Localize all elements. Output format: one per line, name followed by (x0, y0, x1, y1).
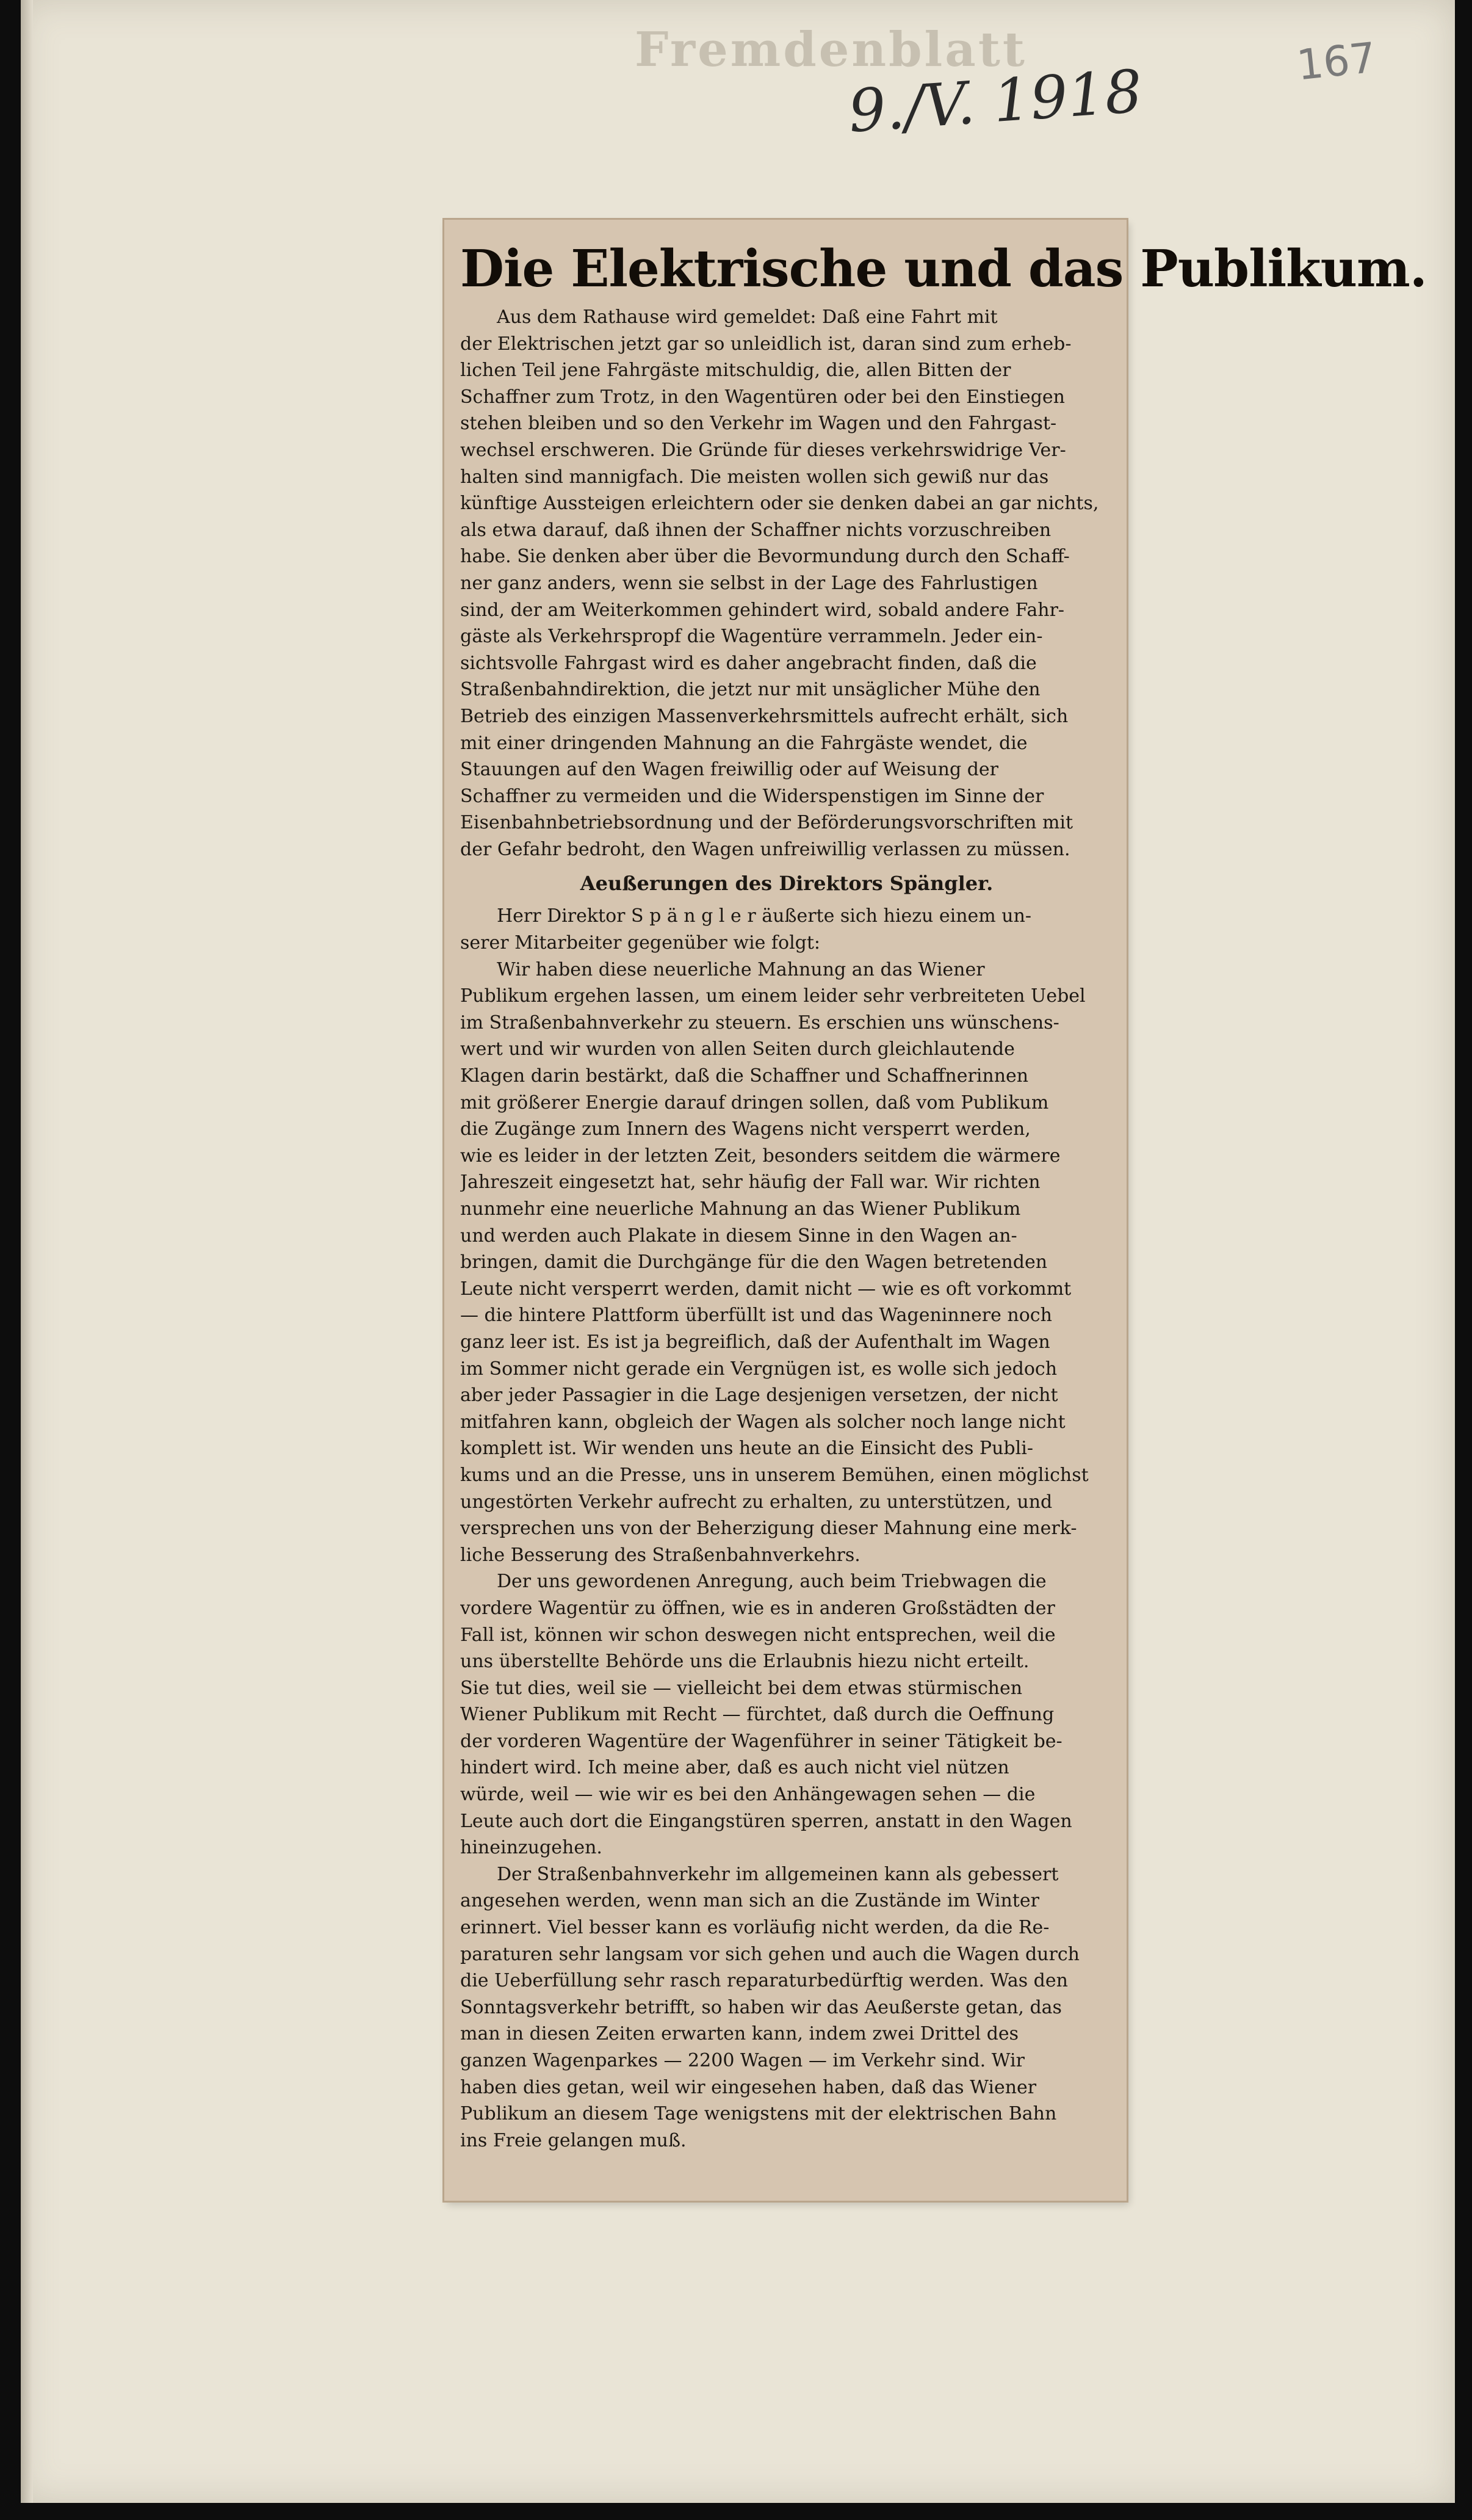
article-line: habe. Sie denken aber über die Bevormundung durch den Schaff- (460, 546, 1070, 568)
article-line: Publikum ergehen lassen, um einem leider sehr verbreiteten Uebel (460, 985, 1086, 1007)
article-line: erinnert. Viel besser kann es vorläufig nicht werden, da die Re- (460, 1917, 1050, 1939)
article-line: würde, weil — wie wir es bei den Anhängewagen sehen — die (460, 1784, 1036, 1806)
article-line: serer Mitarbeiter gegenüber wie folgt: (460, 932, 821, 954)
article-line: ganz leer ist. Es ist ja begreiflich, daß der Aufenthalt im Wagen (460, 1331, 1050, 1353)
article-line: Schaffner zu vermeiden und die Widerspenstigen im Sinne der (460, 785, 1044, 807)
article-line: angesehen werden, wenn man sich an die Zustände im Winter (460, 1890, 1039, 1912)
article-line: bringen, damit die Durchgänge für die den Wagen betretenden (460, 1251, 1048, 1273)
article-line: halten sind mannigfach. Die meisten wollen sich gewiß nur das (460, 466, 1049, 488)
article-subheading: Aeußerungen des Direktors Spängler. (580, 872, 994, 896)
article-line: Betrieb des einzigen Massenverkehrsmittels aufrecht erhält, sich (460, 705, 1069, 727)
article-line: haben dies getan, weil wir eingesehen haben, daß das Wiener (460, 2076, 1037, 2098)
article-line: künftige Aussteigen erleichtern oder sie denken dabei an gar nichts, (460, 493, 1099, 515)
article-line: kums und an die Presse, uns in unserem Bemühen, einen möglichst (460, 1464, 1089, 1486)
article-line: Sie tut dies, weil sie — vielleicht bei dem etwas stürmischen (460, 1677, 1023, 1699)
article-line: ins Freie gelangen muß. (460, 2129, 687, 2151)
article-line: hineinzugehen. (460, 1837, 602, 1859)
handwritten-date: 9./V. 1918 (846, 57, 1145, 146)
article-line: ungestörten Verkehr aufrecht zu erhalten, zu unterstützen, und (460, 1491, 1053, 1513)
article-line: die Ueberfüllung sehr rasch reparaturbedürftig werden. Was den (460, 1970, 1068, 1992)
article-line: Leute nicht versperrt werden, damit nicht — wie es oft vorkommt (460, 1278, 1072, 1300)
article-line: Fall ist, können wir schon deswegen nicht entsprechen, weil die (460, 1624, 1056, 1646)
article-line: wie es leider in der letzten Zeit, besonders seitdem die wärmere (460, 1145, 1061, 1167)
article-intro (460, 304, 1113, 863)
article-line: ganzen Wagenparkes — 2200 Wagen — im Verkehr sind. Wir (460, 2050, 1025, 2071)
article-line: versprechen uns von der Beherzigung dieser Mahnung eine merk- (460, 1518, 1077, 1540)
article-line: Stauungen auf den Wagen freiwillig oder auf Weisung der (460, 759, 999, 781)
article-line: paraturen sehr langsam vor sich gehen und auch die Wagen durch (460, 1943, 1080, 1965)
archive-page-number: 167 (1294, 34, 1379, 90)
article-line: der vorderen Wagentüre der Wagenführer in seiner Tätigkeit be- (460, 1730, 1063, 1752)
article-line: Eisenbahnbetriebsordnung und der Beförderungsvorschriften mit (460, 812, 1073, 834)
article-line: Jahreszeit eingesetzt hat, sehr häufig der Fall war. Wir richten (460, 1171, 1041, 1193)
article-line: die Zugänge zum Innern des Wagens nicht versperrt werden, (460, 1118, 1031, 1140)
article-line: Der Straßenbahnverkehr im allgemeinen kann als gebessert (497, 1863, 1059, 1885)
article-line: mit einer dringenden Mahnung an die Fahrgäste wendet, die (460, 732, 1028, 754)
article-line: Herr Direktor S p ä n g l e r äußerte sich hiezu einem un- (497, 905, 1032, 927)
article-line: Sonntagsverkehr betrifft, so haben wir das Aeußerste getan, das (460, 1996, 1062, 2018)
article-line: hindert wird. Ich meine aber, daß es auch nicht viel nützen (460, 1757, 1009, 1779)
article-line: Publikum an diesem Tage wenigstens mit der elektrischen Bahn (460, 2103, 1057, 2125)
article-line: im Sommer nicht gerade ein Vergnügen ist, es wolle sich jedoch (460, 1358, 1058, 1380)
article-line: komplett ist. Wir wenden uns heute an die Einsicht des Publi- (460, 1438, 1033, 1460)
article-line: uns überstellte Behörde uns die Erlaubnis hiezu nicht erteilt. (460, 1651, 1030, 1673)
article-line: Der uns gewordenen Anregung, auch beim Triebwagen die (497, 1571, 1047, 1593)
article-line: als etwa darauf, daß ihnen der Schaffner nichts vorzuschreiben (460, 519, 1052, 541)
article-line: der Gefahr bedroht, den Wagen unfreiwillig verlassen zu müssen. (460, 838, 1070, 860)
article-line: Klagen darin bestärkt, daß die Schaffner und Schaffnerinnen (460, 1065, 1029, 1087)
article-line: Wiener Publikum mit Recht — fürchtet, daß durch die Oeffnung (460, 1704, 1055, 1726)
article-line: mitfahren kann, obgleich der Wagen als solcher noch lange nicht (460, 1411, 1066, 1433)
article-line: sichtsvolle Fahrgast wird es daher angebracht finden, daß die (460, 652, 1037, 674)
article-line: wert und wir wurden von allen Seiten durch gleichlautende (460, 1038, 1015, 1060)
article-line: lichen Teil jene Fahrgäste mitschuldig, die, allen Bitten der (460, 360, 1011, 382)
article-line: der Elektrischen jetzt gar so unleidlich ist, daran sind zum erheb- (460, 333, 1072, 355)
newspaper-name-stamp: Fremdenblatt (635, 22, 1027, 78)
article-line: aber jeder Passagier in die Lage desjenigen versetzen, der nicht (460, 1385, 1058, 1407)
article-line: gäste als Verkehrspropf die Wagentüre verrammeln. Jeder ein- (460, 626, 1043, 648)
article-line: wechsel erschweren. Die Gründe für dieses verkehrswidrige Ver- (460, 439, 1066, 461)
article-line: ner ganz anders, wenn sie selbst in der Lage des Fahrlustigen (460, 572, 1038, 594)
article-interview (460, 903, 1113, 2154)
article-line: — die hintere Plattform überfüllt ist und das Wageninnere noch (460, 1305, 1052, 1327)
article-line: Straßenbahndirektion, die jetzt nur mit unsäglicher Mühe den (460, 679, 1041, 701)
binding-edge (21, 0, 33, 2503)
article-line: vordere Wagentür zu öffnen, wie es in anderen Großstädten der (460, 1597, 1055, 1619)
article-headline: Die Elektrische und das Publikum. (460, 239, 1427, 299)
article-line: Wir haben diese neuerliche Mahnung an das Wiener (497, 958, 985, 980)
article-line: Aus dem Rathause wird gemeldet: Daß eine Fahrt mit (497, 306, 998, 328)
article-line: und werden auch Plakate in diesem Sinne in den Wagen an- (460, 1225, 1017, 1247)
article-line: Leute auch dort die Eingangstüren sperren, anstatt in den Wagen (460, 1810, 1072, 1832)
article-line: nunmehr eine neuerliche Mahnung an das Wiener Publikum (460, 1198, 1021, 1220)
article-line: sind, der am Weiterkommen gehindert wird, sobald andere Fahr- (460, 599, 1065, 621)
article-line: man in diesen Zeiten erwarten kann, indem zwei Drittel des (460, 2023, 1019, 2045)
article-line: liche Besserung des Straßenbahnverkehrs. (460, 1544, 860, 1566)
article-line: im Straßenbahnverkehr zu steuern. Es erschien uns wünschens- (460, 1012, 1059, 1034)
article-line: mit größerer Energie darauf dringen sollen, daß vom Publikum (460, 1092, 1049, 1113)
newspaper-clipping (444, 220, 1427, 2201)
article-line: Schaffner zum Trotz, in den Wagentüren oder bei den Einstiegen (460, 386, 1065, 408)
article-line: stehen bleiben und so den Verkehr im Wagen und den Fahrgast- (460, 413, 1057, 435)
